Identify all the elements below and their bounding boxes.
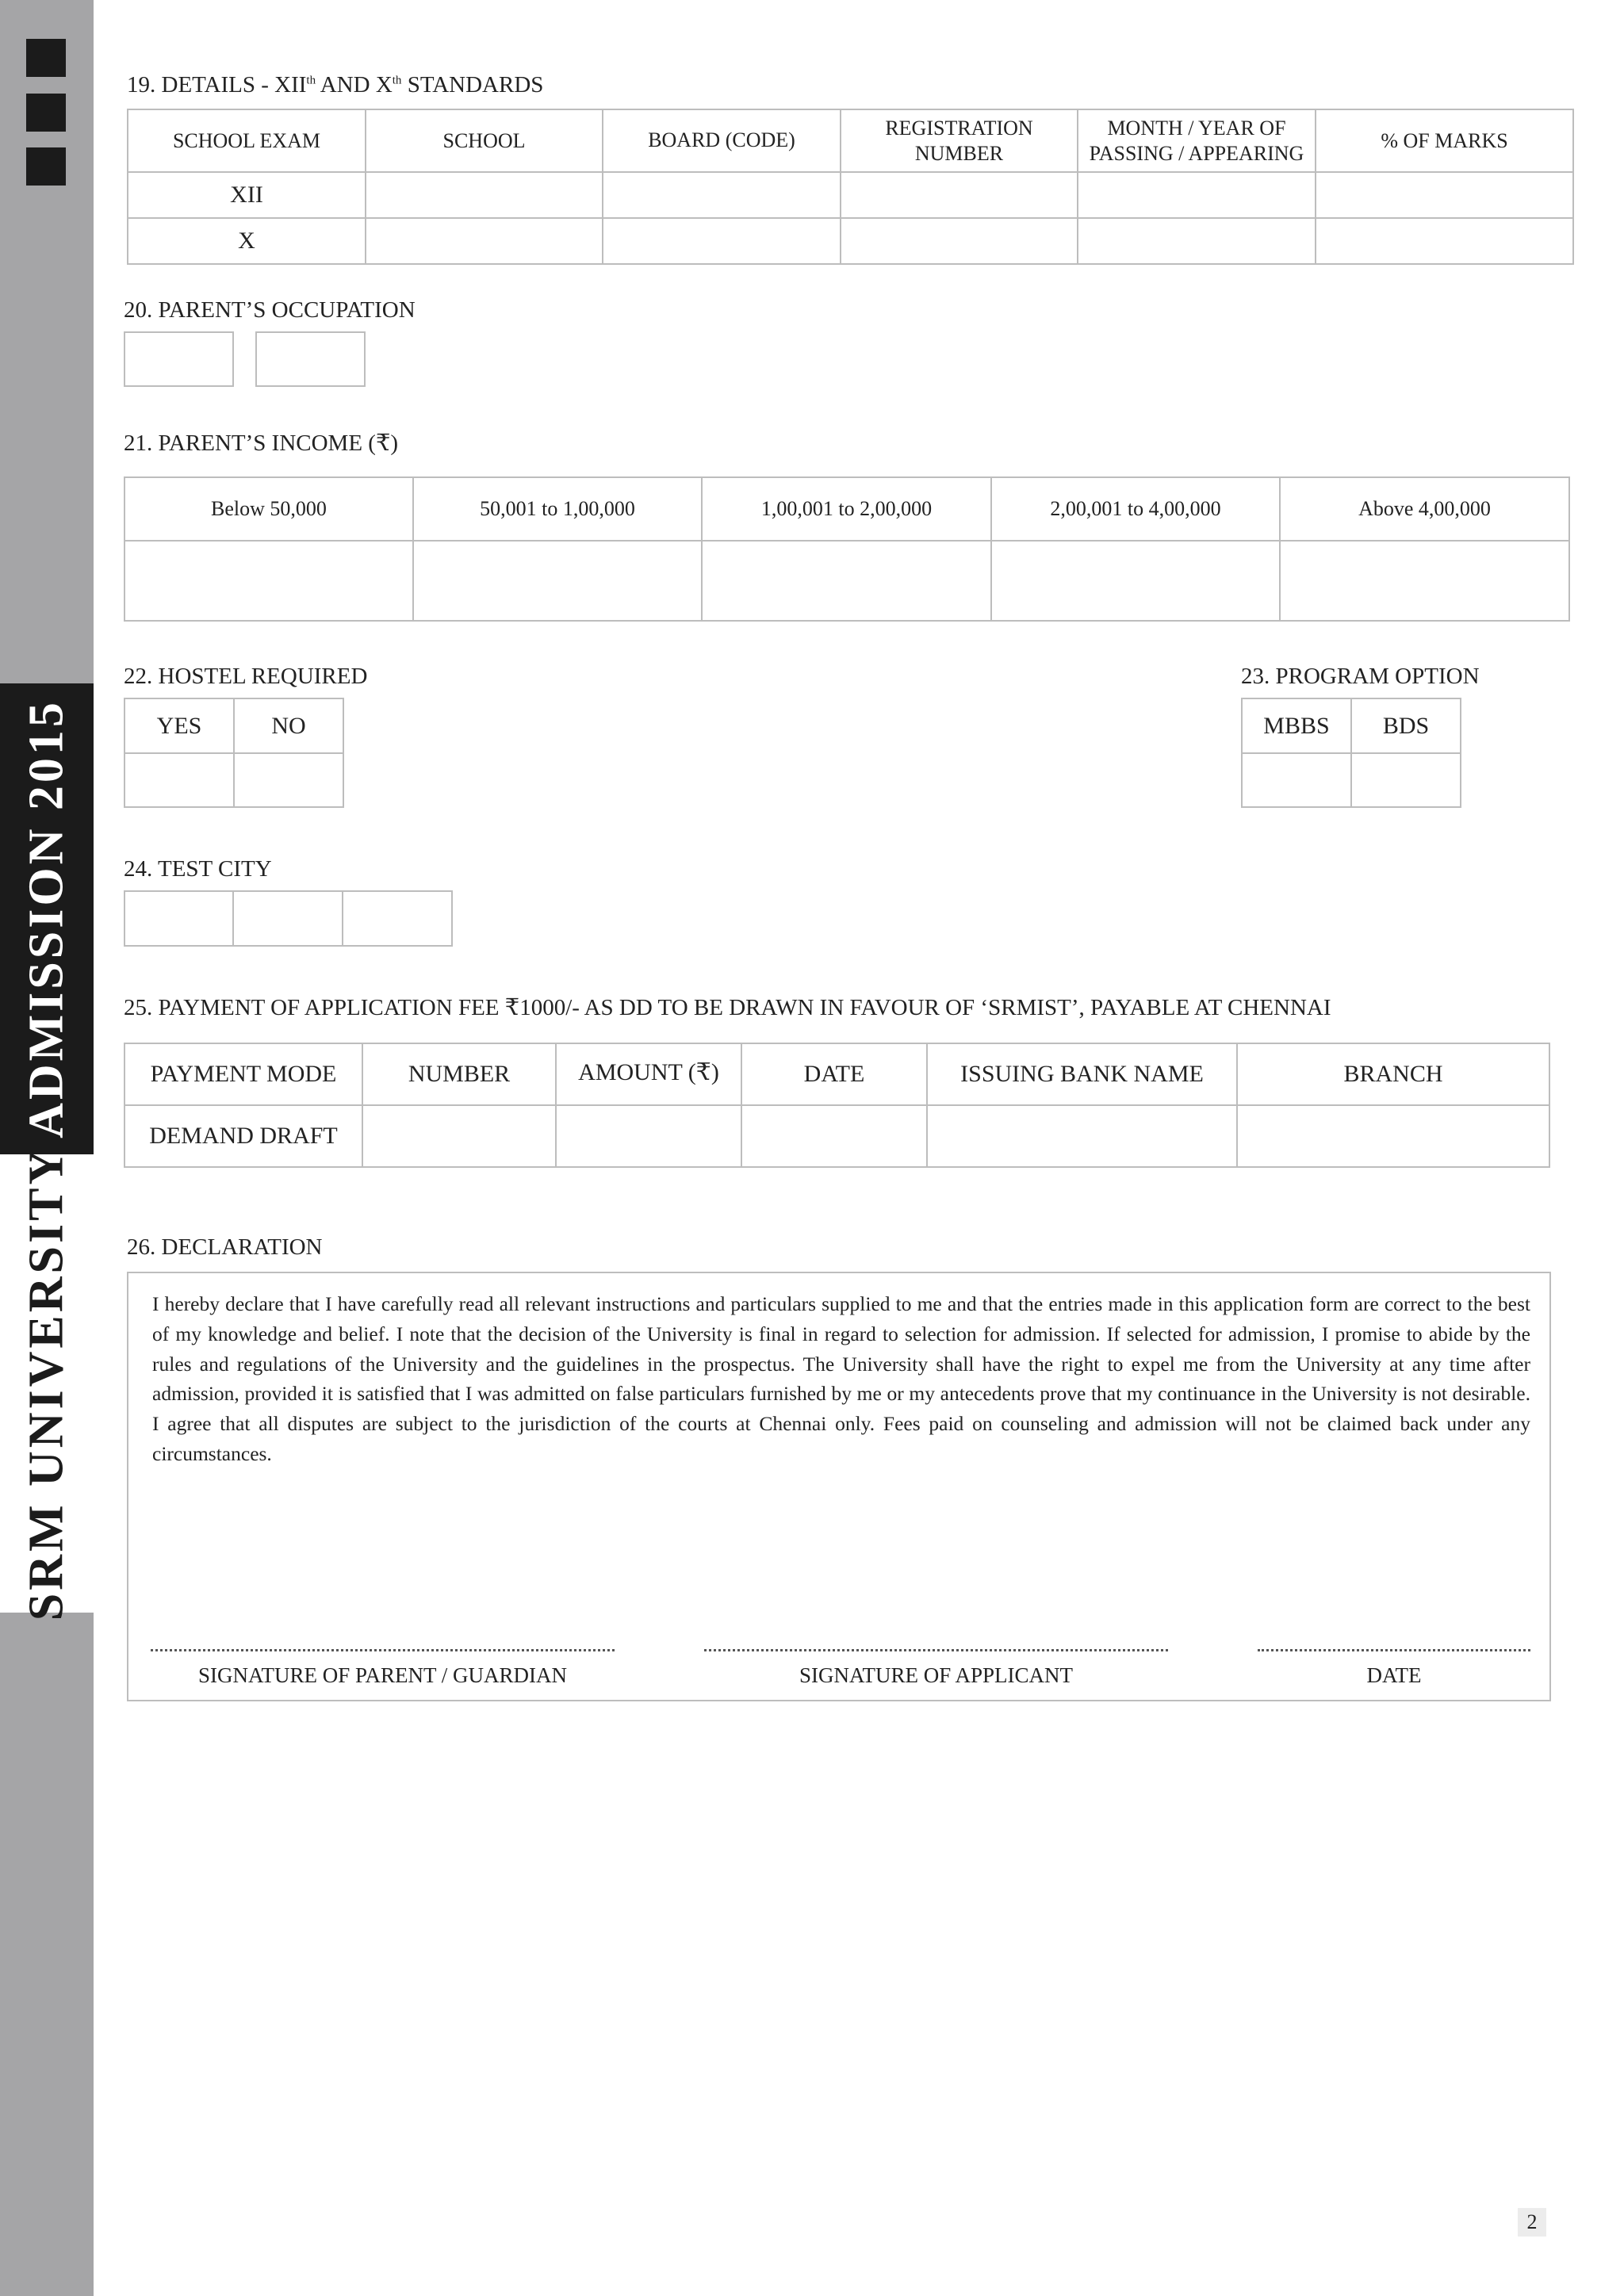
- table-row: [124, 753, 343, 807]
- header-month-year: MONTH / YEAR OF PASSING / APPEARING: [1078, 109, 1316, 172]
- section-19-title-part: AND X: [316, 72, 393, 98]
- header-payment-mode: PAYMENT MODE: [124, 1043, 362, 1105]
- page-number: 2: [1518, 2208, 1546, 2237]
- payment-table: [124, 1043, 1550, 1168]
- hostel-yes-checkbox[interactable]: [124, 753, 234, 807]
- declaration-text: I hereby declare that I have carefully read all relevant instructions and particulars supplied to me and that the entries made in this application form are correct to the best of my knowledge and belief. I note that the decision of the University is final in regard to selection for admission. If selected for admission, I promise to abide by the rules and regulations of the University and the guidelines in the prospectus. The University shall have the right to expel me from the University at any time after admission, provided it is satisfied that I was admitted on false particulars furnished by me or my antecedents prove that my continuance in the University is not desirable. I agree that all disputes are subject to the jurisdiction of the courts at Chennai only. Fees paid on counseling and admission will not be claimed back under any circumstances.: [152, 1292, 1530, 1465]
- occupation-box-1[interactable]: [124, 331, 234, 387]
- superscript: th: [306, 74, 316, 87]
- table-row: [124, 541, 1569, 621]
- input-cell[interactable]: [702, 541, 991, 621]
- income-50001-100000: 50,001 to 1,00,000: [413, 477, 702, 541]
- program-bds-label: BDS: [1351, 698, 1461, 753]
- table-header-row: [128, 109, 1573, 172]
- occupation-box-2[interactable]: [255, 331, 366, 387]
- income-100001-200000: 1,00,001 to 2,00,000: [702, 477, 991, 541]
- income-above-400000: Above 4,00,000: [1280, 477, 1569, 541]
- section-19-title-part: STANDARDS: [401, 72, 544, 98]
- table-row: [128, 218, 1573, 264]
- decor-square-2: [26, 94, 66, 132]
- section-19-title: [127, 72, 543, 98]
- program-bds-checkbox[interactable]: [1351, 753, 1461, 807]
- row-label-xii: XII: [128, 172, 366, 218]
- table-row: [124, 891, 452, 946]
- income-200001-400000: 2,00,001 to 4,00,000: [991, 477, 1280, 541]
- input-cell[interactable]: [1316, 172, 1573, 218]
- standards-table: [127, 109, 1574, 265]
- program-mbbs-checkbox[interactable]: [1242, 753, 1351, 807]
- header-marks: % OF MARKS: [1316, 109, 1573, 172]
- declaration-box: [127, 1272, 1551, 1701]
- input-cell[interactable]: [603, 218, 841, 264]
- program-mbbs-label: MBBS: [1242, 698, 1351, 753]
- hostel-no-checkbox[interactable]: [234, 753, 343, 807]
- hostel-table: [124, 698, 344, 808]
- header-school: SCHOOL: [366, 109, 603, 172]
- section-21-title: 21. PARENT’S INCOME (₹): [124, 430, 399, 456]
- test-city-boxes: [124, 890, 453, 947]
- section-26-title: 26. DECLARATION: [127, 1234, 323, 1260]
- input-cell[interactable]: [124, 541, 413, 621]
- program-table: [1241, 698, 1461, 808]
- input-cell[interactable]: [991, 541, 1280, 621]
- applicant-signature-line[interactable]: [704, 1649, 1168, 1651]
- parent-signature-line[interactable]: [151, 1649, 615, 1651]
- input-cell[interactable]: [366, 218, 603, 264]
- input-cell[interactable]: [1078, 218, 1316, 264]
- section-23-title: 23. PROGRAM OPTION: [1241, 664, 1480, 689]
- hostel-no-label: NO: [234, 698, 343, 753]
- table-row: [1242, 753, 1461, 807]
- input-cell[interactable]: [741, 1105, 927, 1167]
- section-19-title-part: 19. DETAILS - XII: [127, 72, 307, 98]
- income-table: [124, 476, 1570, 622]
- header-branch: BRANCH: [1237, 1043, 1549, 1105]
- test-city-box-3[interactable]: [343, 891, 452, 946]
- hostel-yes-label: YES: [124, 698, 234, 753]
- header-registration: REGISTRATION NUMBER: [841, 109, 1078, 172]
- income-below-50000: Below 50,000: [124, 477, 413, 541]
- decor-square-3: [26, 147, 66, 186]
- section-25-title: 25. PAYMENT OF APPLICATION FEE ₹1000/- AS DD TO BE DRAWN IN FAVOUR OF ‘SRMIST’, PAYABLE AT CHENNAI: [124, 995, 1331, 1020]
- header-number: NUMBER: [362, 1043, 556, 1105]
- header-amount: AMOUNT (₹): [556, 1043, 741, 1105]
- table-header-row: [124, 698, 343, 753]
- date-signature-line[interactable]: [1258, 1649, 1530, 1651]
- input-cell[interactable]: [1237, 1105, 1549, 1167]
- section-24-title: 24. TEST CITY: [124, 856, 272, 882]
- table-header-row: [124, 477, 1569, 541]
- table-header-row: [124, 1043, 1549, 1105]
- input-cell[interactable]: [362, 1105, 556, 1167]
- input-cell[interactable]: [413, 541, 702, 621]
- input-cell[interactable]: [603, 172, 841, 218]
- input-cell[interactable]: [366, 172, 603, 218]
- date-label: DATE: [1366, 1663, 1422, 1687]
- admission-title: ADMISSION 2015: [19, 699, 74, 1138]
- table-row: [124, 1105, 1549, 1167]
- section-20-title: 20. PARENT’S OCCUPATION: [124, 297, 416, 323]
- table-row: [128, 172, 1573, 218]
- decor-square-1: [26, 39, 66, 77]
- input-cell[interactable]: [1078, 172, 1316, 218]
- input-cell[interactable]: [927, 1105, 1237, 1167]
- input-cell[interactable]: [841, 218, 1078, 264]
- header-school-exam: SCHOOL EXAM: [128, 109, 366, 172]
- header-issuing-bank: ISSUING BANK NAME: [927, 1043, 1237, 1105]
- applicant-signature-label: SIGNATURE OF APPLICANT: [799, 1663, 1074, 1687]
- sidebar-band: [0, 0, 94, 2296]
- table-header-row: [1242, 698, 1461, 753]
- row-label-x: X: [128, 218, 366, 264]
- section-22-title: 22. HOSTEL REQUIRED: [124, 664, 368, 689]
- input-cell[interactable]: [1280, 541, 1569, 621]
- input-cell[interactable]: [1316, 218, 1573, 264]
- payment-mode-value: DEMAND DRAFT: [124, 1105, 362, 1167]
- parent-signature-label: SIGNATURE OF PARENT / GUARDIAN: [197, 1663, 568, 1687]
- input-cell[interactable]: [841, 172, 1078, 218]
- header-date: DATE: [741, 1043, 927, 1105]
- superscript: th: [392, 74, 402, 87]
- input-cell[interactable]: [556, 1105, 741, 1167]
- test-city-box-2[interactable]: [233, 891, 343, 946]
- header-board: BOARD (CODE): [603, 109, 841, 172]
- university-title: SRM UNIVERSITY: [19, 1146, 74, 1621]
- test-city-box-1[interactable]: [124, 891, 233, 946]
